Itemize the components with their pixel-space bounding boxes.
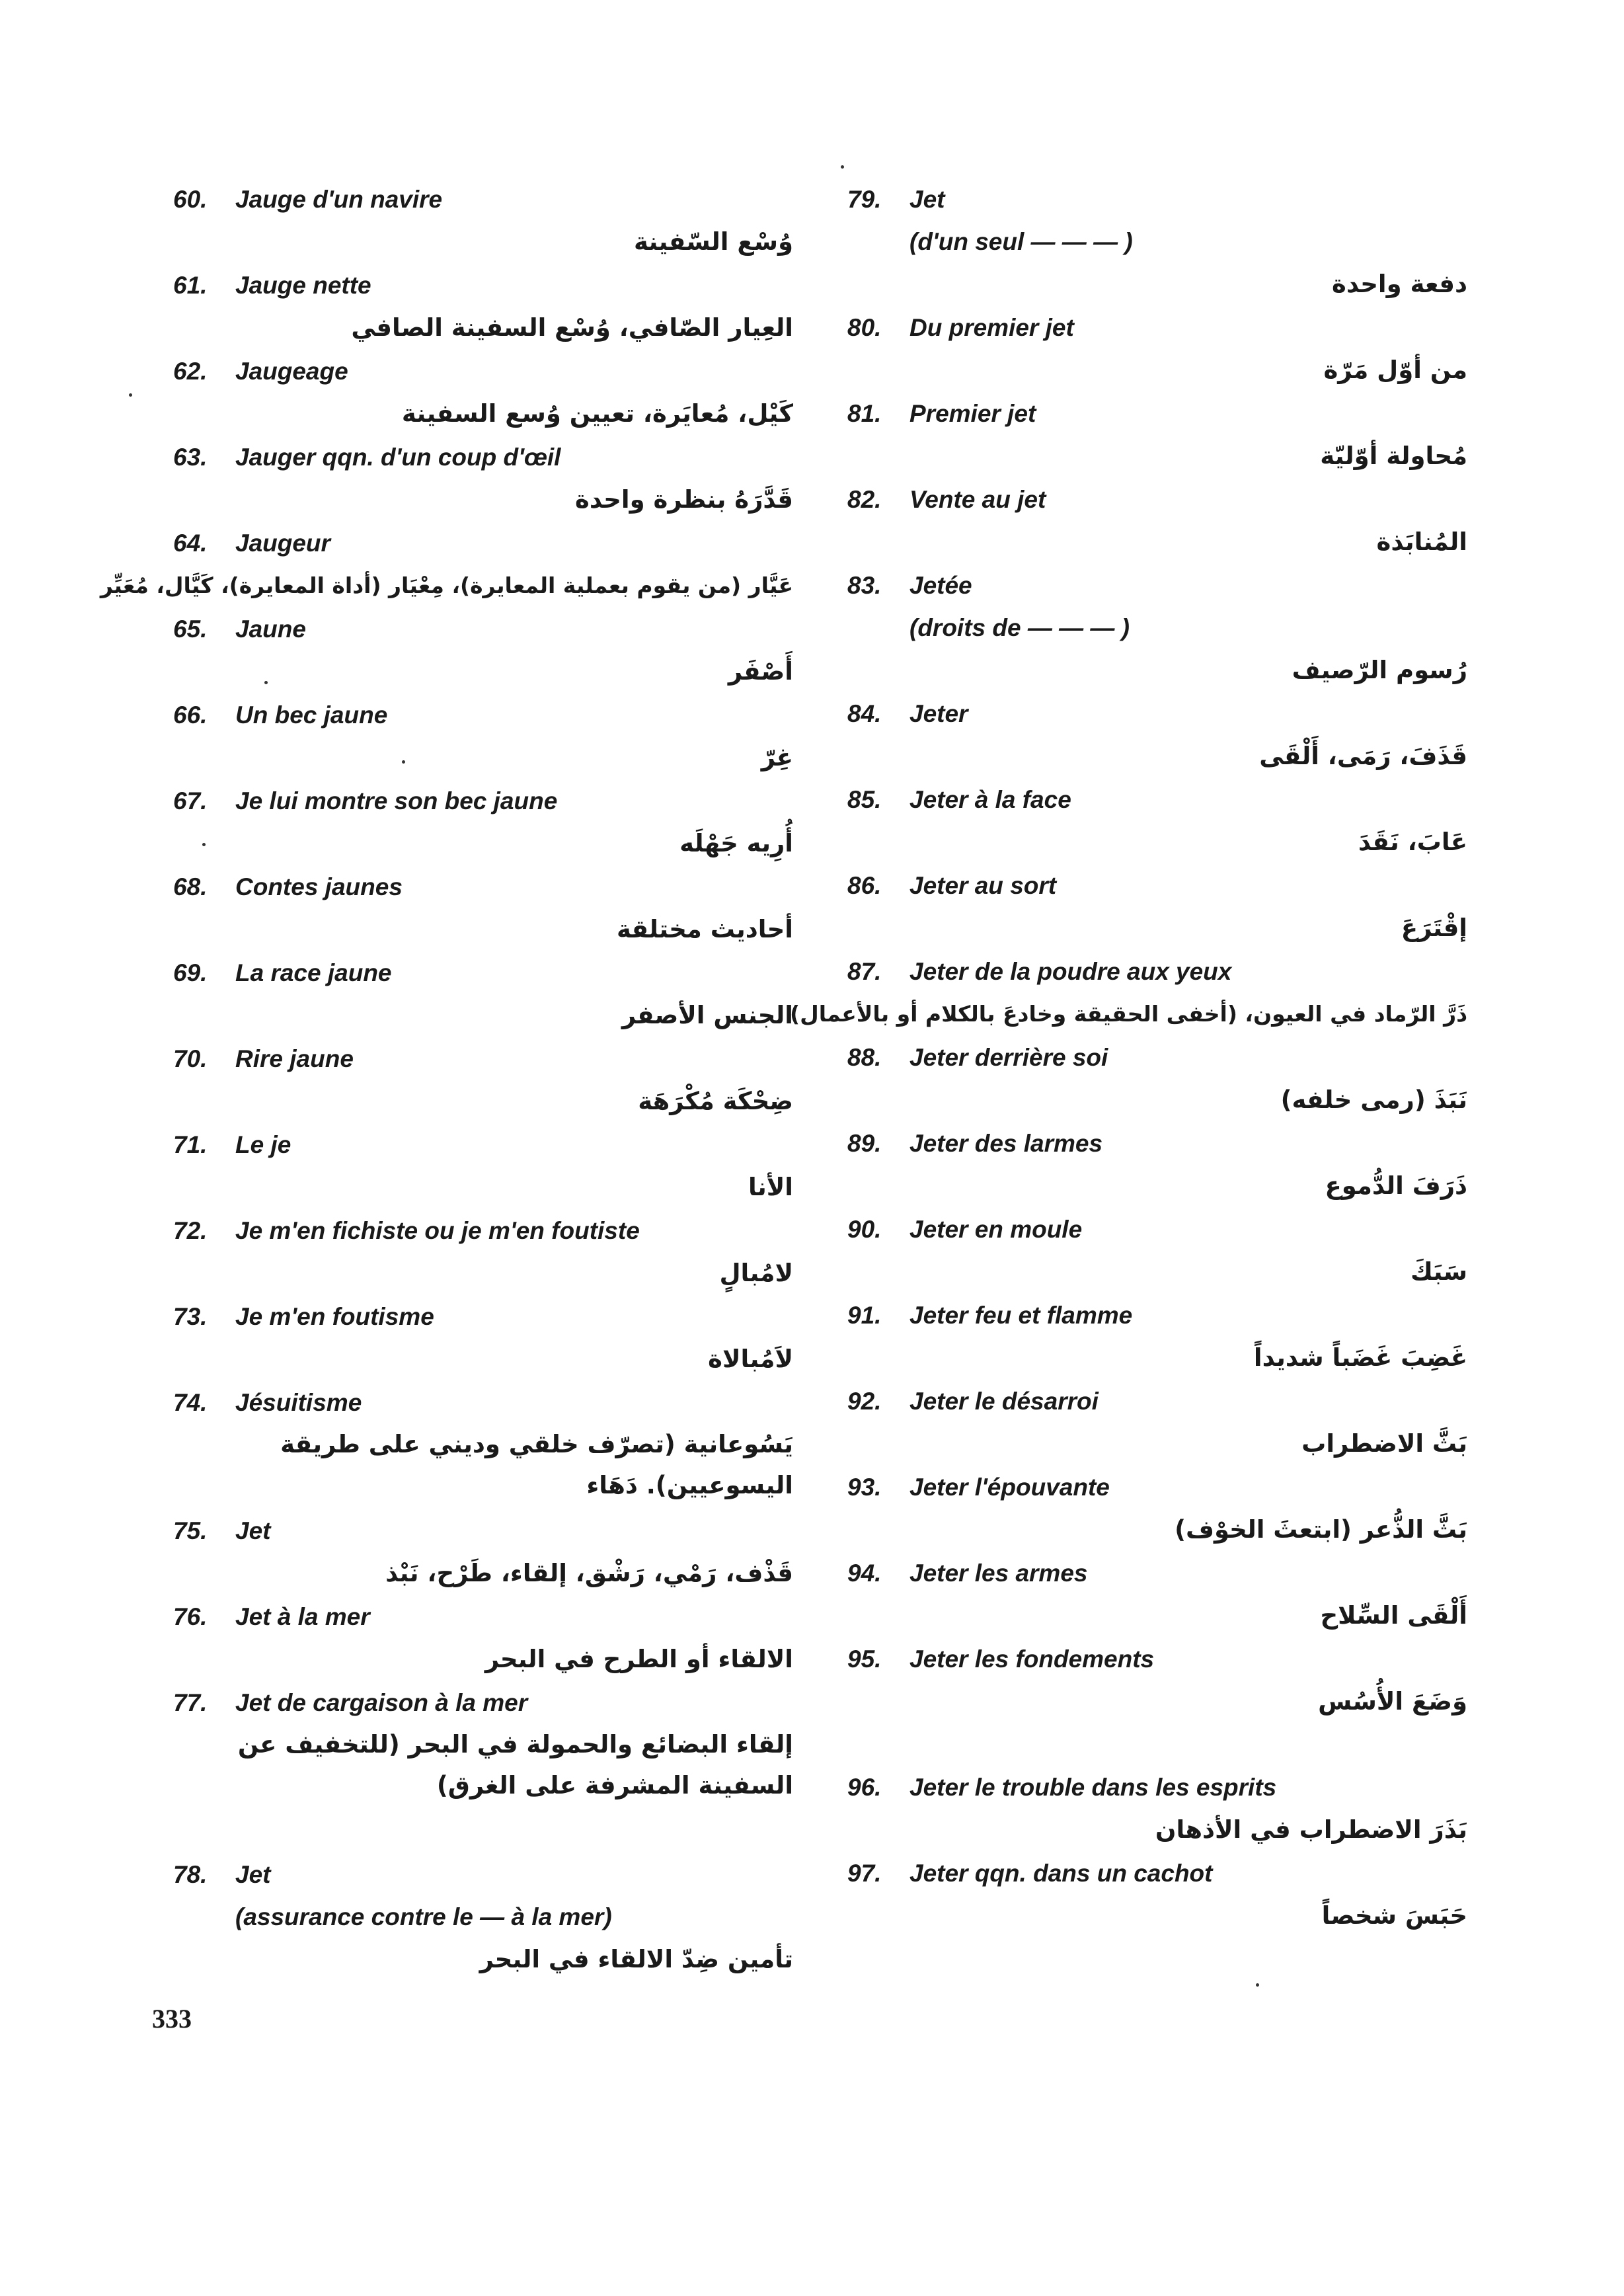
entry-number: 68.: [173, 873, 208, 900]
french-term: Jeter derrière soi: [909, 1044, 1108, 1071]
dictionary-entry: [173, 1296, 793, 1382]
entry-number: 81.: [847, 400, 882, 427]
dictionary-entry: [173, 1210, 793, 1296]
dictionary-entry: [847, 1466, 1467, 1552]
arabic-translation: قَدَّرَهُ بنظرة واحدة: [575, 485, 793, 514]
arabic-translation: أحاديث مختلقة: [616, 915, 793, 943]
french-term: Jetée: [909, 572, 972, 599]
french-term: Premier jet: [909, 400, 1036, 427]
dictionary-entry: [847, 1294, 1467, 1380]
arabic-translation: من أوّل مَرّة: [1323, 356, 1467, 384]
french-term: Jet: [909, 186, 945, 213]
dictionary-entry: [847, 565, 1467, 693]
french-term: Jeter l'épouvante: [909, 1474, 1110, 1501]
french-term: Jauge d'un navire: [235, 186, 443, 213]
french-term: Jeter les armes: [909, 1560, 1088, 1587]
french-term: Je m'en fichiste ou je m'en foutiste: [235, 1217, 640, 1244]
arabic-translation: قَذَفَ، رَمَى، أَلْقَى: [1259, 742, 1467, 770]
arabic-translation: يَسُوعانية (تصرّف خلقي وديني على طريقة اليسوعيين). دَهَاء: [280, 1430, 793, 1499]
french-term-detail: (droits de — — — ): [909, 614, 1130, 641]
dictionary-entry: [847, 693, 1467, 779]
entry-number: 64.: [173, 530, 208, 557]
dictionary-entry: [173, 780, 793, 866]
entry-number: 80.: [847, 314, 882, 341]
french-term: Du premier jet: [909, 314, 1074, 341]
scan-speck: [129, 393, 132, 397]
arabic-translation: نَبَذَ (رمى خلفه): [1280, 1086, 1467, 1114]
arabic-translation: رُسوم الرّصيف: [1292, 656, 1467, 684]
arabic-translation: الالقاء أو الطرح في البحر: [484, 1645, 793, 1673]
dictionary-entry: [847, 479, 1467, 565]
french-term: Jaugeage: [235, 358, 348, 385]
arabic-translation: لامُبالٍ: [719, 1259, 793, 1287]
dictionary-entry: [789, 951, 1467, 1037]
entry-number: 89.: [847, 1130, 882, 1157]
arabic-translation: إقْتَرَعَ: [1401, 914, 1467, 942]
arabic-translation: كَيْل، مُعايَرة، تعيين وُسع السفينة: [401, 399, 793, 428]
french-term: Contes jaunes: [235, 873, 403, 900]
entry-number: 71.: [173, 1131, 208, 1158]
dictionary-entry: [847, 1638, 1467, 1724]
arabic-translation: وُسْع السّفينة: [633, 227, 793, 256]
french-term: Jeter en moule: [909, 1216, 1083, 1243]
entry-number: 87.: [847, 958, 882, 985]
arabic-translation: المُنابَذة: [1376, 528, 1467, 556]
entry-number: 66.: [173, 701, 208, 729]
entry-number: 62.: [173, 358, 208, 385]
arabic-translation: أَلْقَى السِّلاح: [1320, 1601, 1467, 1630]
french-term: Jauger qqn. d'un coup d'œil: [235, 444, 561, 471]
french-term: Jeter les fondements: [909, 1645, 1155, 1673]
french-term: Jaune: [235, 615, 306, 643]
dictionary-entry: [173, 264, 793, 350]
arabic-translation: عَيَّار (من يقوم بعملية المعايرة)، مِعْيَار (أداة المعايرة)، كَيَّال، مُعَيِّر: [100, 573, 793, 598]
entry-number: 97.: [847, 1860, 882, 1887]
arabic-translation: تأمين ضِدّ الالقاء في البحر: [479, 1945, 793, 1973]
arabic-translation: سَبَكَ: [1411, 1257, 1467, 1286]
french-term: Jeter des larmes: [909, 1130, 1103, 1157]
page-number: 333: [152, 2004, 192, 2034]
entry-number: 96.: [847, 1774, 882, 1801]
entry-number: 67.: [173, 787, 208, 814]
dictionary-entry: [847, 178, 1467, 307]
scan-speck: [841, 165, 844, 169]
arabic-translation: بَثَّ الاضطراب: [1301, 1429, 1467, 1458]
arabic-translation: غِرّ: [761, 743, 793, 772]
dictionary-entry: [100, 522, 793, 608]
entry-number: 72.: [173, 1217, 208, 1244]
entry-number: 61.: [173, 272, 208, 299]
dictionary-entry: [173, 866, 793, 952]
french-term: Jauge nette: [235, 272, 371, 299]
dictionary-entry: [847, 307, 1467, 393]
french-term: Je lui montre son bec jaune: [235, 787, 558, 814]
entry-number: 63.: [173, 444, 208, 471]
arabic-translation: الأنا: [748, 1173, 793, 1201]
left-column: [100, 178, 793, 1982]
dictionary-entry: [847, 1123, 1467, 1208]
dictionary-entry: [173, 952, 793, 1038]
dictionary-entry: [173, 1682, 793, 1854]
arabic-translation: العِيار الصّافي، وُسْع السفينة الصافي: [351, 313, 793, 342]
entry-number: 83.: [847, 572, 882, 599]
arabic-translation: حَبَسَ شخصاً: [1321, 1901, 1467, 1930]
entry-number: 82.: [847, 486, 882, 513]
french-term: Le je: [235, 1131, 291, 1158]
french-term: Jet: [235, 1861, 271, 1888]
french-term: Jeter au sort: [909, 872, 1057, 899]
french-term: Jeter à la face: [909, 786, 1071, 813]
dictionary-entry: [847, 779, 1467, 865]
right-column: [789, 178, 1467, 1938]
entry-number: 94.: [847, 1560, 882, 1587]
french-term: Je m'en foutisme: [235, 1303, 434, 1330]
french-term: Jaugeur: [235, 530, 330, 557]
arabic-translation: ضِحْكَة مُكْرَهَة: [638, 1087, 793, 1115]
french-term: La race jaune: [235, 959, 392, 986]
scan-speck: [264, 681, 268, 684]
entry-number: 95.: [847, 1645, 882, 1673]
entry-number: 91.: [847, 1302, 882, 1329]
arabic-translation: إلقاء البضائع والحمولة في البحر (للتخفيف عن السفينة المشرفة على الغرق): [237, 1730, 793, 1800]
french-term-detail: (assurance contre le — à la mer): [235, 1903, 612, 1930]
french-term: Jeter feu et flamme: [909, 1302, 1133, 1329]
entry-number: 76.: [173, 1603, 208, 1630]
dictionary-entry: [173, 1854, 793, 1982]
french-term: Jet de cargaison à la mer: [235, 1689, 528, 1716]
french-term: Jeter le désarroi: [909, 1388, 1099, 1415]
dictionary-entry: [173, 694, 793, 780]
dictionary-entry: [173, 1596, 793, 1682]
french-term: Un bec jaune: [235, 701, 388, 729]
dictionary-entry: [847, 1208, 1467, 1294]
arabic-translation: قَذْف، رَمْي، رَشْق، إلقاء، طَرْح، نَبْذ: [385, 1559, 793, 1587]
arabic-translation: لاَمُبالاة: [708, 1345, 793, 1373]
dictionary-entry: [173, 436, 793, 522]
dictionary-entry: [173, 1382, 793, 1510]
entry-number: 60.: [173, 186, 208, 213]
scan-speck: [202, 843, 206, 846]
arabic-translation: بَذَرَ الاضطراب في الأذهان: [1155, 1815, 1467, 1844]
dictionary-entry: [173, 178, 793, 264]
entry-number: 85.: [847, 786, 882, 813]
dictionary-entry: [173, 350, 793, 436]
entry-number: 78.: [173, 1861, 208, 1888]
entry-number: 65.: [173, 615, 208, 643]
arabic-translation: ذَرَفَ الدُّموع: [1325, 1171, 1467, 1200]
dictionary-entry: [847, 1380, 1467, 1466]
entry-number: 77.: [173, 1689, 208, 1716]
dictionary-entry: [173, 1124, 793, 1210]
french-term: Jeter qqn. dans un cachot: [909, 1860, 1213, 1887]
arabic-translation: غَضِبَ غَضَباً شديداً: [1253, 1343, 1467, 1372]
entry-number: 86.: [847, 872, 882, 899]
dictionary-entry: [847, 1552, 1467, 1638]
entry-number: 93.: [847, 1474, 882, 1501]
entry-number: 74.: [173, 1389, 208, 1416]
french-term-detail: (d'un seul — — — ): [909, 228, 1133, 255]
french-term: Jésuitisme: [235, 1389, 362, 1416]
arabic-translation: دفعة واحدة: [1332, 270, 1467, 298]
scan-speck: [1256, 1983, 1259, 1987]
dictionary-entry: [173, 1510, 793, 1596]
entry-number: 73.: [173, 1303, 208, 1330]
entry-number: 84.: [847, 700, 882, 727]
french-term: Jet: [235, 1517, 271, 1544]
dictionary-entry: [847, 393, 1467, 479]
entry-number: 75.: [173, 1517, 208, 1544]
dictionary-entry: [847, 1766, 1467, 1852]
dictionary-entry: [173, 1038, 793, 1124]
arabic-translation: الجنس الأصفر: [621, 1001, 793, 1029]
arabic-translation: وَضَعَ الأُسُس: [1318, 1687, 1467, 1716]
arabic-translation: ذَرَّ الرّماد في العيون، (أخفى الحقيقة وخادعَ بالكلام أو بالأعمال): [789, 1001, 1467, 1027]
entry-number: 88.: [847, 1044, 882, 1071]
dictionary-entry: [847, 865, 1467, 951]
french-term: Vente au jet: [909, 486, 1046, 513]
french-term: Jeter le trouble dans les esprits: [909, 1774, 1277, 1801]
entry-number: 69.: [173, 959, 208, 986]
french-term: Jeter de la poudre aux yeux: [909, 958, 1232, 985]
french-term: Rire jaune: [235, 1045, 354, 1072]
entry-number: 92.: [847, 1388, 882, 1415]
arabic-translation: أَصْفَر: [728, 657, 793, 686]
dictionary-entry: [847, 1037, 1467, 1123]
entry-number: 70.: [173, 1045, 208, 1072]
dictionary-entry: [847, 1852, 1467, 1938]
entry-number: 79.: [847, 186, 882, 213]
arabic-translation: بَثَّ الذُّعر (ابتعثَ الخوْف): [1175, 1515, 1467, 1544]
french-term: Jeter: [909, 700, 968, 727]
french-term: Jet à la mer: [235, 1603, 370, 1630]
scan-speck: [402, 760, 405, 764]
arabic-translation: عَابَ، نَقَدَ: [1358, 828, 1467, 856]
entry-number: 90.: [847, 1216, 882, 1243]
arabic-translation: مُحاولة أوّليّة: [1320, 442, 1467, 470]
arabic-translation: أُرِيه جَهْلَه: [679, 829, 793, 857]
